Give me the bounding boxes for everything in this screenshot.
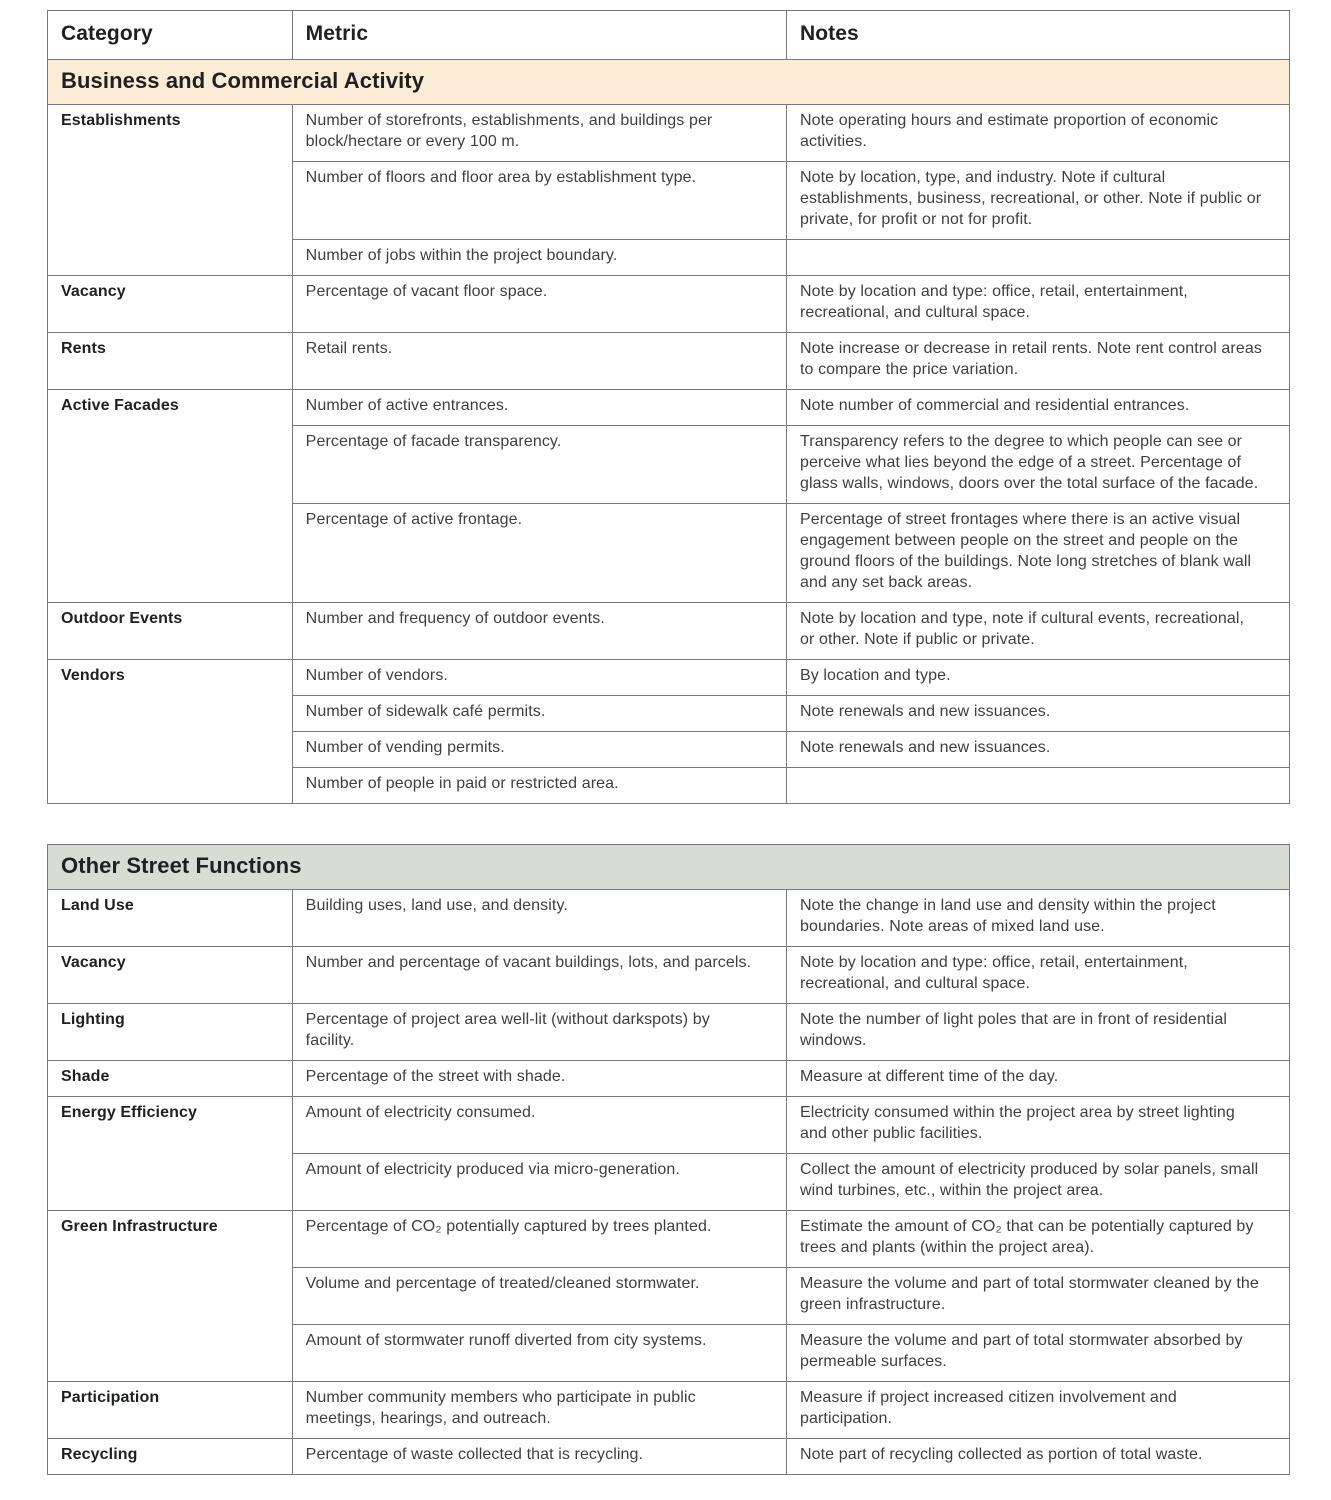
notes-cell (786, 240, 1289, 276)
notes-cell: Percentage of street frontages where there is an active visual engagement between people on the street and people on the ground floors of the buildings. Note long stretches of blank wall and any set back areas. (786, 504, 1289, 603)
metric-cell: Building uses, land use, and density. (292, 890, 786, 947)
metric-cell: Percentage of project area well-lit (without darkspots) by facility. (292, 1004, 786, 1061)
notes-cell: Note by location, type, and industry. Note if cultural establishments, business, recreational, or other. Note if public or private, for profit or not for profit. (786, 162, 1289, 240)
category-cell: Vacancy (48, 947, 293, 1004)
notes-cell: By location and type. (786, 660, 1289, 696)
category-cell: Recycling (48, 1439, 293, 1475)
metric-cell: Amount of electricity produced via micro-generation. (292, 1154, 786, 1211)
notes-cell: Note the number of light poles that are in front of residential windows. (786, 1004, 1289, 1061)
table-row (48, 390, 1290, 426)
notes-cell: Measure the volume and part of total stormwater cleaned by the green infrastructure. (786, 1268, 1289, 1325)
metric-cell: Number of people in paid or restricted area. (292, 768, 786, 804)
notes-cell: Note the change in land use and density within the project boundaries. Note areas of mixed land use. (786, 890, 1289, 947)
metric-cell: Number of jobs within the project boundary. (292, 240, 786, 276)
metric-cell: Retail rents. (292, 333, 786, 390)
notes-cell (786, 768, 1289, 804)
metric-cell: Percentage of facade transparency. (292, 426, 786, 504)
category-cell: Energy Efficiency (48, 1097, 293, 1211)
category-cell: Establishments (48, 105, 293, 276)
notes-cell: Note increase or decrease in retail rents. Note rent control areas to compare the price variation. (786, 333, 1289, 390)
notes-cell: Collect the amount of electricity produced by solar panels, small wind turbines, etc., within the project area. (786, 1154, 1289, 1211)
category-cell: Lighting (48, 1004, 293, 1061)
metric-cell: Number of sidewalk café permits. (292, 696, 786, 732)
notes-cell: Estimate the amount of CO₂ that can be potentially captured by trees and plants (within the project area). (786, 1211, 1289, 1268)
metric-cell: Number community members who participate in public meetings, hearings, and outreach. (292, 1382, 786, 1439)
notes-cell: Note by location and type, note if cultural events, recreational, or other. Note if public or private. (786, 603, 1289, 660)
metric-cell: Number of active entrances. (292, 390, 786, 426)
metric-cell: Percentage of vacant floor space. (292, 276, 786, 333)
table-row (48, 660, 1290, 696)
metric-cell: Number of vendors. (292, 660, 786, 696)
table-row (48, 1097, 1290, 1154)
table-row (48, 890, 1290, 947)
metric-cell: Number of floors and floor area by establishment type. (292, 162, 786, 240)
table-row (48, 276, 1290, 333)
tables-container (47, 10, 1290, 1475)
metric-cell: Number of vending permits. (292, 732, 786, 768)
metric-cell: Volume and percentage of treated/cleaned stormwater. (292, 1268, 786, 1325)
metric-cell: Number of storefronts, establishments, and buildings per block/hectare or every 100 m. (292, 105, 786, 162)
table-row (48, 1061, 1290, 1097)
notes-cell: Note by location and type: office, retail, entertainment, recreational, and cultural space. (786, 947, 1289, 1004)
column-header-row (48, 11, 1290, 60)
metric-cell: Amount of electricity consumed. (292, 1097, 786, 1154)
notes-cell: Measure the volume and part of total stormwater absorbed by permeable surfaces. (786, 1325, 1289, 1382)
table-row (48, 333, 1290, 390)
notes-cell: Note by location and type: office, retail, entertainment, recreational, and cultural space. (786, 276, 1289, 333)
notes-cell: Note operating hours and estimate proportion of economic activities. (786, 105, 1289, 162)
column-header-notes: Notes (786, 11, 1289, 60)
category-cell: Active Facades (48, 390, 293, 603)
section-header: Business and Commercial Activity (48, 60, 1290, 105)
section-header: Other Street Functions (48, 845, 1290, 890)
metric-cell: Percentage of active frontage. (292, 504, 786, 603)
category-cell: Rents (48, 333, 293, 390)
metric-cell: Amount of stormwater runoff diverted from city systems. (292, 1325, 786, 1382)
metric-cell: Number and frequency of outdoor events. (292, 603, 786, 660)
table-row (48, 1211, 1290, 1268)
notes-cell: Measure if project increased citizen involvement and participation. (786, 1382, 1289, 1439)
notes-cell: Note renewals and new issuances. (786, 696, 1289, 732)
notes-cell: Note number of commercial and residential entrances. (786, 390, 1289, 426)
notes-cell: Electricity consumed within the project area by street lighting and other public facilities. (786, 1097, 1289, 1154)
category-cell: Shade (48, 1061, 293, 1097)
section-header-row (48, 60, 1290, 105)
notes-cell: Measure at different time of the day. (786, 1061, 1289, 1097)
metric-cell: Percentage of CO₂ potentially captured by trees planted. (292, 1211, 786, 1268)
category-cell: Vacancy (48, 276, 293, 333)
metric-cell: Percentage of the street with shade. (292, 1061, 786, 1097)
category-cell: Outdoor Events (48, 603, 293, 660)
notes-cell: Note part of recycling collected as portion of total waste. (786, 1439, 1289, 1475)
category-cell: Land Use (48, 890, 293, 947)
category-cell: Green Infrastructure (48, 1211, 293, 1382)
section-header-row (48, 845, 1290, 890)
table-row (48, 947, 1290, 1004)
notes-cell: Note renewals and new issuances. (786, 732, 1289, 768)
column-header-category: Category (48, 11, 293, 60)
table-row (48, 1004, 1290, 1061)
table-row (48, 1439, 1290, 1475)
section-table (47, 10, 1290, 804)
metric-cell: Percentage of waste collected that is recycling. (292, 1439, 786, 1475)
category-cell: Vendors (48, 660, 293, 804)
column-header-metric: Metric (292, 11, 786, 60)
section-table (47, 844, 1290, 1475)
metric-cell: Number and percentage of vacant buildings, lots, and parcels. (292, 947, 786, 1004)
notes-cell: Transparency refers to the degree to which people can see or perceive what lies beyond the edge of a street. Percentage of glass walls, windows, doors over the total surface of the facade. (786, 426, 1289, 504)
category-cell: Participation (48, 1382, 293, 1439)
table-row (48, 1382, 1290, 1439)
table-row (48, 603, 1290, 660)
table-row (48, 105, 1290, 162)
